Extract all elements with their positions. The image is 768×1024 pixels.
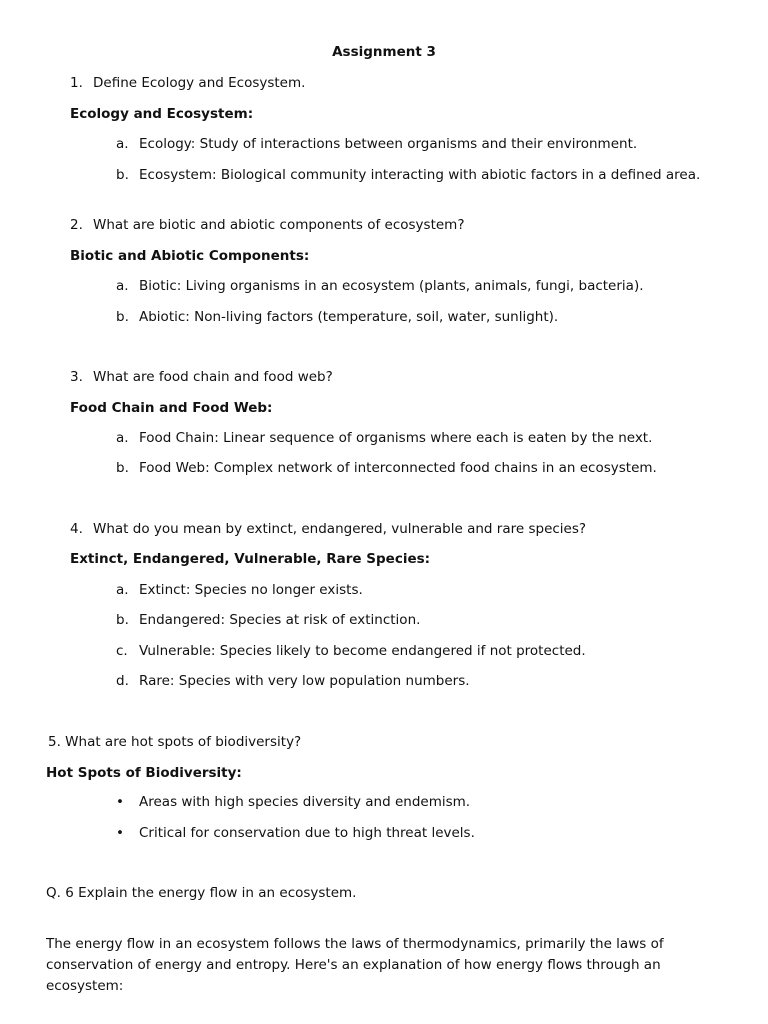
answer-heading: Biotic and Abiotic Components:: [70, 248, 310, 264]
list-item: Critical for conservation due to high threat levels.: [139, 825, 475, 841]
question-text: Q. 6 Explain the energy flow in an ecosystem.: [46, 885, 357, 901]
page-title: Assignment 3: [332, 44, 436, 60]
list-marker: b.: [116, 167, 129, 183]
question-text: 5. What are hot spots of biodiversity?: [48, 734, 302, 750]
list-marker: a.: [116, 582, 129, 598]
question-text: Define Ecology and Ecosystem.: [93, 75, 306, 91]
answer-heading: Ecology and Ecosystem:: [70, 106, 254, 122]
list-marker: c.: [116, 643, 128, 659]
list-marker: d.: [116, 673, 129, 689]
question-number: 4.: [70, 521, 83, 537]
question-number: 1.: [70, 75, 83, 91]
answer-heading: Food Chain and Food Web:: [70, 400, 273, 416]
answer-heading: Extinct, Endangered, Vulnerable, Rare Species:: [70, 551, 431, 567]
bullet-marker: •: [116, 825, 124, 841]
list-item: Abiotic: Non-living factors (temperature, soil, water, sunlight).: [139, 309, 559, 325]
list-marker: a.: [116, 278, 129, 294]
question-text: What are food chain and food web?: [93, 369, 333, 385]
list-item: Endangered: Species at risk of extinction.: [139, 612, 421, 628]
question-number: 2.: [70, 217, 83, 233]
list-marker: b.: [116, 309, 129, 325]
list-marker: a.: [116, 136, 129, 152]
list-item: Ecology: Study of interactions between organisms and their environment.: [139, 136, 638, 152]
list-item: Food Web: Complex network of interconnected food chains in an ecosystem.: [139, 460, 657, 476]
list-item: Areas with high species diversity and endemism.: [139, 794, 471, 810]
question-text: What do you mean by extinct, endangered, vulnerable and rare species?: [93, 521, 587, 537]
list-item: Extinct: Species no longer exists.: [139, 582, 363, 598]
list-item: Biotic: Living organisms in an ecosystem (plants, animals, fungi, bacteria).: [139, 278, 644, 294]
question-number: 3.: [70, 369, 83, 385]
body-paragraph: The energy flow in an ecosystem follows the laws of thermodynamics, primarily the laws of conservation of energy and entropy. Here's an explanation of how energy flows through an ecosystem:: [46, 936, 664, 994]
list-item: Food Chain: Linear sequence of organisms where each is eaten by the next.: [139, 430, 653, 446]
question-text: What are biotic and abiotic components of ecosystem?: [93, 217, 465, 233]
bullet-marker: •: [116, 794, 124, 810]
list-marker: a.: [116, 430, 129, 446]
list-marker: b.: [116, 460, 129, 476]
list-item: Vulnerable: Species likely to become endangered if not protected.: [139, 643, 586, 659]
list-item: Ecosystem: Biological community interacting with abiotic factors in a defined area.: [139, 167, 701, 183]
list-item: Rare: Species with very low population numbers.: [139, 673, 470, 689]
answer-heading: Hot Spots of Biodiversity:: [46, 765, 242, 781]
list-marker: b.: [116, 612, 129, 628]
